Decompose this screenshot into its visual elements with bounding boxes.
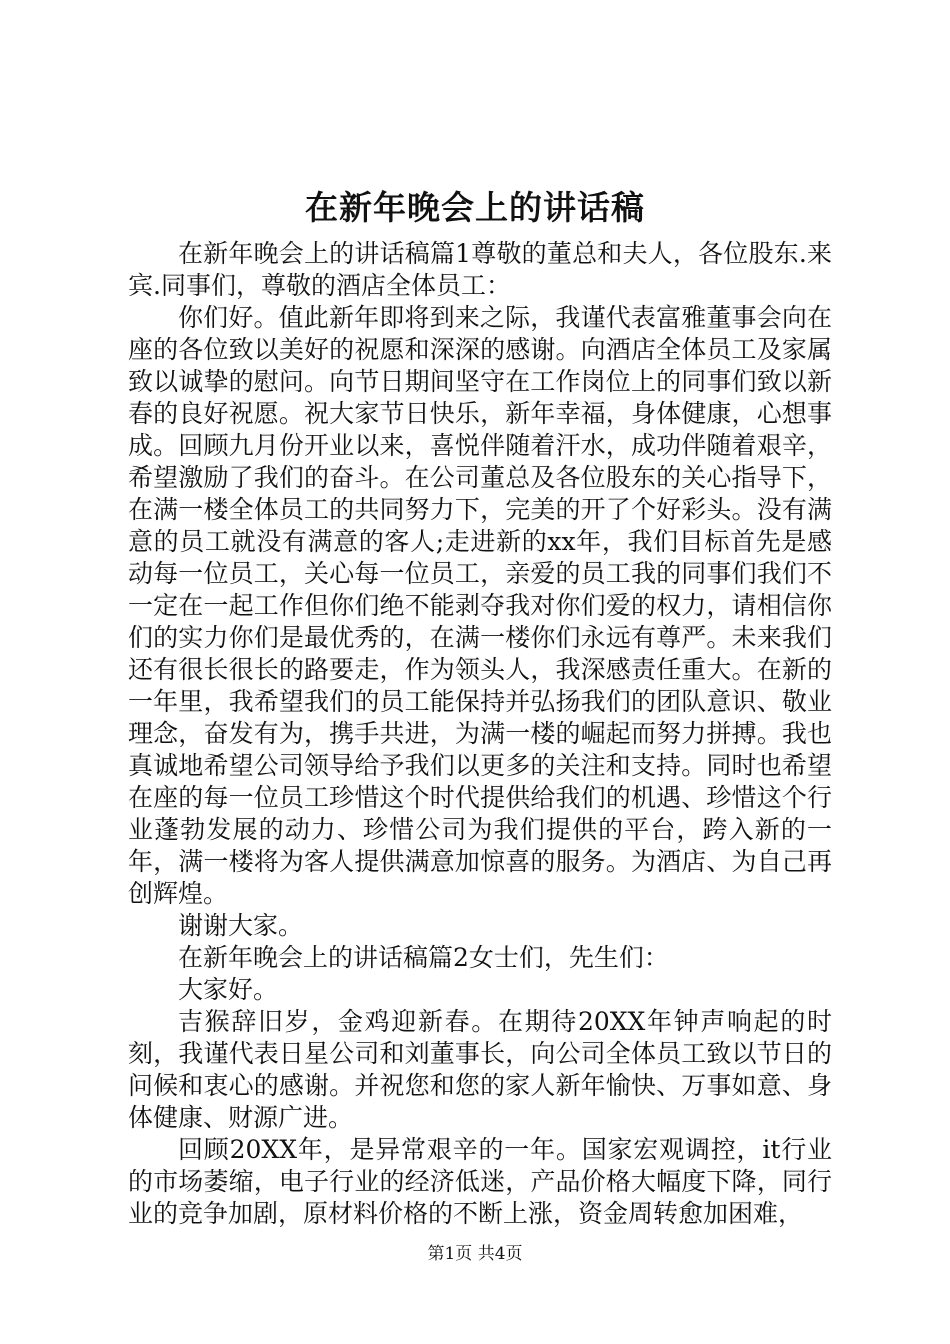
paragraph: 在新年晚会上的讲话稿篇1尊敬的董总和夫人，各位股东.来宾.同事们，尊敬的酒店全体员工： bbox=[128, 239, 832, 300]
paragraph: 大家好。 bbox=[178, 975, 279, 1004]
paragraph: 吉猴辞旧岁，金鸡迎新春。在期待20XX年钟声响起的时刻，我谨代表日星公司和刘董事长，向公司全体员工致以节日的问候和衷心的感谢。并祝您和您的家人新年愉快、万事如意、身体健康、财源广进。 bbox=[128, 1007, 832, 1132]
paragraph: 你们好。值此新年即将到来之际，我谨代表富雅董事会向在座的各位致以美好的祝愿和深深的感谢。向酒店全体员工及家属致以诚挚的慰问。向节日期间坚守在工作岗位上的同事们致以新春的良好祝愿。祝大家节日快乐，新年幸福，身体健康，心想事成。回顾九月份开业以来，喜悦伴随着汗水，成功伴随着艰辛，希望激励了我们的奋斗。在公司董总及各位股东的关心指导下，在满一楼全体员工的共同努力下，完美的开了个好彩头。没有满意的员工就没有满意的客人;走进新的xx年，我们目标首先是感动每一位员工，关心每一位员工，亲爱的员工我的同事们我们不一定在一起工作但你们绝不能剥夺我对你们爱的权力，请相信你们的实力你们是最优秀的，在满一楼你们永远有尊严。未来我们还有很长很长的路要走，作为领头人，我深感责任重大。在新的一年里，我希望我们的员工能保持并弘扬我们的团队意识、敬业理念，奋发有为，携手共进，为满一楼的崛起而努力拼搏。我也真诚地希望公司领导给予我们以更多的关注和支持。同时也希望在座的每一位员工珍惜这个时代提供给我们的机遇、珍惜这个行业蓬勃发展的动力、珍惜公司为我们提供的平台，跨入新的一年，满一楼将为客人提供满意加惊喜的服务。为酒店、为自己再创辉煌。 bbox=[128, 303, 832, 908]
paragraph: 在新年晚会上的讲话稿篇2女士们，先生们： bbox=[178, 943, 669, 972]
paragraph: 回顾20XX年，是异常艰辛的一年。国家宏观调控，it行业的市场萎缩，电子行业的经济低迷，产品价格大幅度下降，同行业的竞争加剧，原材料价格的不断上涨，资金周转愈加困难， bbox=[128, 1135, 832, 1228]
page-number-footer: 第1页 共4页 bbox=[427, 1244, 523, 1264]
document-title: 在新年晚会上的讲话稿 bbox=[305, 188, 645, 227]
document-body bbox=[128, 238, 832, 1230]
paragraph: 谢谢大家。 bbox=[178, 911, 304, 940]
